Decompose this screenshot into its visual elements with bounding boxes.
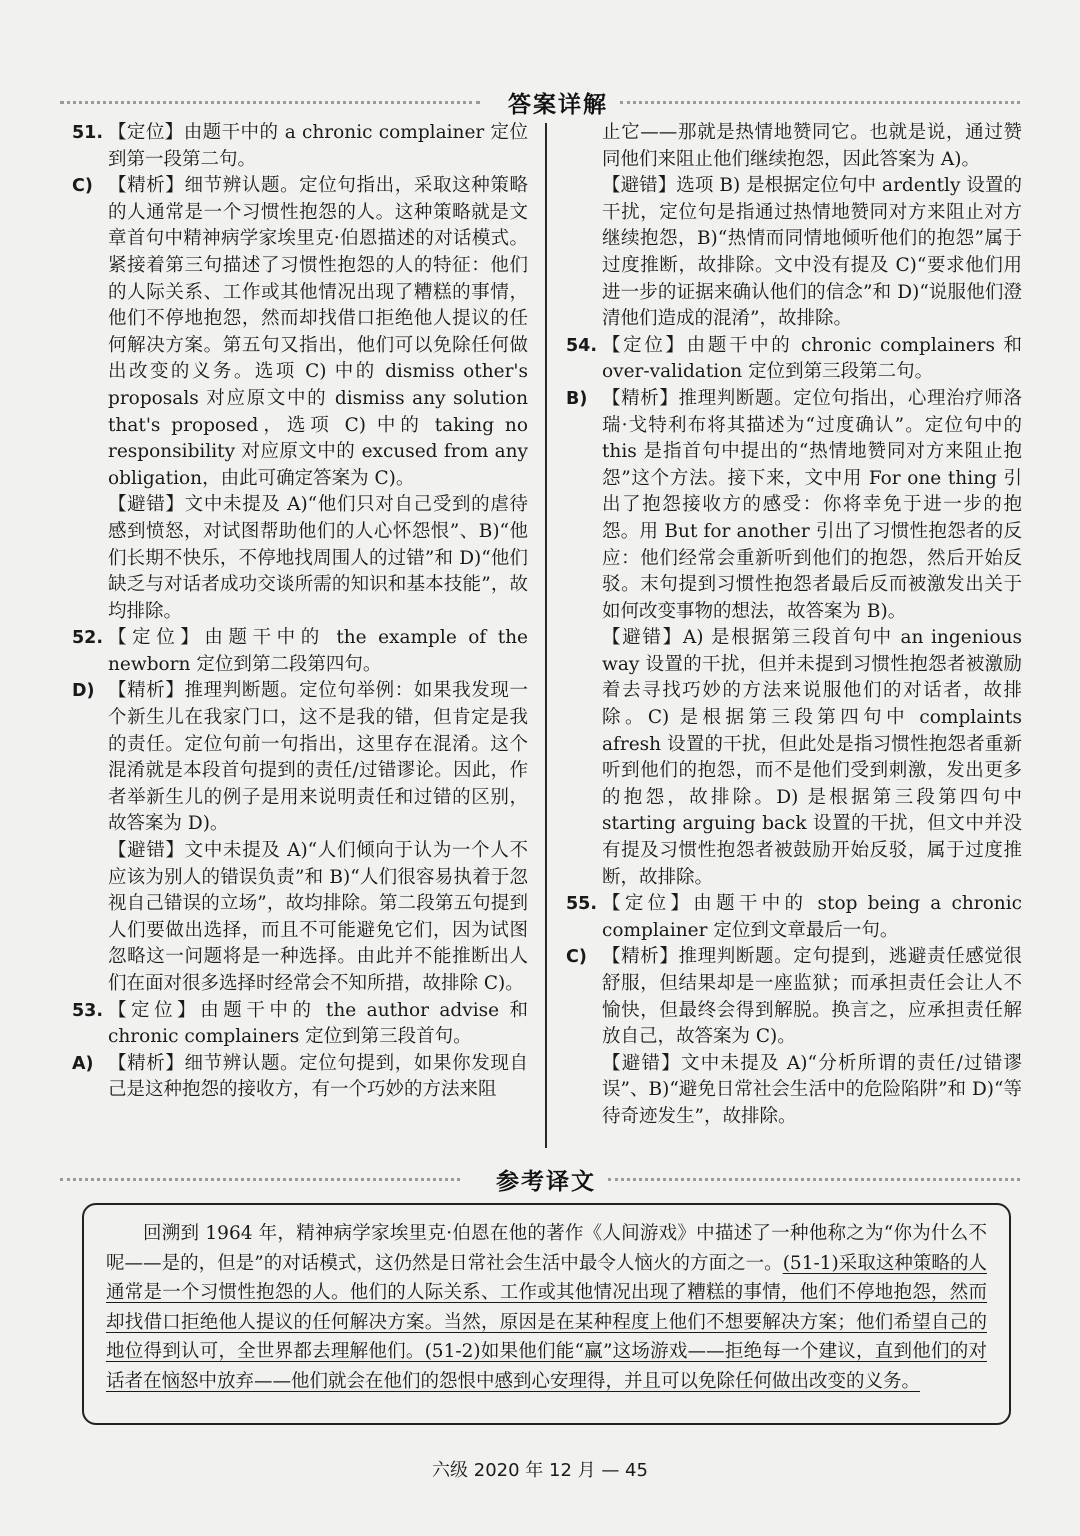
- q53-analysis: [72, 1051, 528, 1104]
- q51-analysis: [72, 173, 528, 492]
- q55-locate-text: 【定位】由题干中的 stop being a chronic complainer 定位到文章最后一句。: [602, 893, 1022, 941]
- header-band: [60, 92, 1020, 118]
- translation-dots-left: [60, 1178, 460, 1184]
- q52-locate: [72, 625, 528, 678]
- q54-analysis: [566, 386, 1022, 625]
- q52-analysis-text: 【精析】推理判断题。定位句举例：如果我发现一个新生儿在我家门口，这不是我的错，但肯定是我的责任。定位句前一句指出，这里存在混淆。这个混淆就是本段首句提到的责任/过错谬论。因此，作者举新生儿的例子是用来说明责任和过错的区别，故答案为 D)。: [108, 680, 528, 835]
- column-divider: [545, 123, 547, 1148]
- q53-number: 53.: [72, 1000, 104, 1021]
- q51-avoid: 【避错】文中未提及 A)“他们只对自己受到的虐待感到愤怒，对试图帮助他们的人心怀怨恨”、B)“他们长期不快乐，不停地找周围人的过错”和 D)“他们缺乏与对话者成功交谈所需的知识和基本技能”，故均排除。: [108, 494, 528, 622]
- left-column: [72, 120, 528, 1104]
- q52-avoid: 【避错】文中未提及 A)“人们倾向于认为一个人不应该为别人的错误负责”和 B)“人们很容易执着于忽视自己错误的立场”，故均排除。第二段第五句提到人们要做出选择，而且不可能避免它们，因为试图忽略这一问题将是一种选择。由此并不能推断出人们在面对很多选择时经常会不知所措，故排除 C)。: [108, 840, 528, 994]
- q55-analysis: [566, 944, 1022, 1050]
- header-dots-right: [620, 101, 1020, 107]
- q53-locate-text: 【定位】由题干中的 the author advise 和 chronic complainers 定位到第三段首句。: [108, 999, 528, 1048]
- q55-analysis-text: 【精析】推理判断题。定句提到，逃避责任感觉很舒服，但结果却是一座监狱；而承担责任会让人不愉快，但最终会得到解脱。换言之，应承担责任解放自己，故答案为 C)。: [602, 946, 1022, 1048]
- q52-number: 52.: [72, 628, 104, 649]
- q54-avoid: 【避错】A) 是根据第三段首句中 an ingenious way 设置的干扰，但并未提到习惯性抱怨者被激励着去寻找巧妙的方法来说服他们的对话者，故排除。C) 是根据第三段第四句中 complaints afresh 设置的干扰，但此处是指习惯性抱怨者重新听到他们的抱怨，而不是他们受到刺激，发出更多的抱怨，故排除。D) 是根据第三段第四句中 starting arguing back 设置的干扰，但文中并没有提及习惯性抱怨者被鼓励开始反驳，属于过度推断，故排除。: [602, 627, 1022, 888]
- translation-plain: 回溯到 1964 年，精神病学家埃里克·伯恩在他的著作《人间游戏》中描述了一种他称之为“你为什么不呢——是的，但是”的对话模式，这仍然是日常社会生活中最令人恼火的方面之一。: [106, 1223, 987, 1274]
- q51-locate: [72, 120, 528, 173]
- q53-locate: [72, 998, 528, 1051]
- q51-locate-text: 【定位】由题干中的 a chronic complainer 定位到第一段第二句。: [108, 122, 528, 170]
- header-title: 答案详解: [498, 86, 618, 119]
- q51-answer: C): [72, 176, 93, 197]
- translation-title: 参考译文: [486, 1163, 606, 1196]
- q53-answer: A): [72, 1053, 94, 1074]
- q53-analysis-continued: 止它——那就是热情地赞同它。也就是说，通过赞同他们来阻止他们继续抱怨，因此答案为 A)。: [602, 122, 1022, 170]
- q54-locate-text: 【定位】由题干中的 chronic complainers 和 over-validation 定位到第三段第二句。: [602, 334, 1022, 383]
- q52-answer: D): [72, 681, 95, 702]
- q52-analysis: [72, 678, 528, 838]
- q55-answer: C): [566, 947, 587, 968]
- q55-locate: [566, 891, 1022, 944]
- q55-number: 55.: [566, 894, 598, 915]
- right-column: [566, 120, 1022, 1131]
- translation-paragraph: [106, 1219, 987, 1396]
- header-dots-left: [60, 101, 480, 107]
- q51-number: 51.: [72, 123, 104, 143]
- translation-band: [60, 1169, 1020, 1195]
- q54-answer: B): [566, 388, 588, 409]
- translation-dots-right: [608, 1178, 1020, 1184]
- q54-locate: [566, 333, 1022, 386]
- page-footer: 六级 2020 年 12 月 — 45: [432, 1460, 648, 1481]
- q54-analysis-text: 【精析】推理判断题。定位句指出，心理治疗师洛瑞·戈特利布将其描述为“过度确认”。定位句中的 this 是指首句中提出的“热情地赞同对方来阻止抱怨”这个方法。接下来，文中用 For one thing 引出了抱怨接收方的感受：你将幸免于进一步的抱怨。用 But for another 引出了习惯性抱怨者的反应：他们经常会重新听到他们的抱怨，然后开始反驳。末句提到习惯性抱怨者最后反而被激发出关于如何改变事物的想法，故答案为 B)。: [602, 387, 1022, 622]
- translation-underlined: (51-1)采取这种策略的人通常是一个习惯性抱怨的人。他们的人际关系、工作或其他情况出现了糟糕的事情，他们不停地抱怨，然而却找借口拒绝他人提议的任何解决方案。当然，原因是在某种程度上他们不想要解决方案；他们希望自己的地位得到认可，全世界都去理解他们。(51-2)如果他们能“赢”这场游戏——拒绝每一个建议，直到他们的对话者在恼怒中放弃——他们就会在他们的怨恨中感到心安理得，并且可以免除任何做出改变的义务。: [106, 1252, 987, 1392]
- q51-analysis-text: 【精析】细节辨认题。定位句指出，采取这种策略的人通常是一个习惯性抱怨的人。这种策略就是文章首句中精神病学家埃里克·伯恩描述的对话模式。紧接着第三句描述了习惯性抱怨的人的特征：他们的人际关系、工作或其他情况出现了糟糕的事情，他们不停地抱怨，然而却找借口拒绝他人提议的任何解决方案。第五句又指出，他们可以免除任何做出改变的义务。选项 C) 中的 dismiss other's proposals 对应原文中的 dismiss any solution that's proposed，选项 C) 中的 taking no responsibility 对应原文中的 excused from any obligation，由此可确定答案为 C)。: [108, 175, 528, 489]
- q54-number: 54.: [566, 335, 598, 356]
- q53-avoid: 【避错】选项 B) 是根据定位句中 ardently 设置的干扰，定位句是指通过热情地赞同对方来阻止对方继续抱怨，B)“热情而同情地倾听他们的抱怨”属于过度推断，故排除。文中没有提及 C)“要求他们用进一步的证据来确认他们的信念”和 D)“说服他们澄清他们造成的混淆”，故排除。: [602, 175, 1022, 330]
- q55-avoid: 【避错】文中未提及 A)“分析所谓的责任/过错谬误”、B)“避免日常社会生活中的危险陷阱”和 D)“等待奇迹发生”，故排除。: [602, 1052, 1022, 1127]
- q53-analysis-text: 【精析】细节辨认题。定位句提到，如果你发现自己是这种抱怨的接收方，有一个巧妙的方法来阻: [108, 1052, 528, 1101]
- translation-box: [82, 1203, 1011, 1425]
- q52-locate-text: 【定位】由题干中的 the example of the newborn 定位到第二段第四句。: [108, 627, 528, 675]
